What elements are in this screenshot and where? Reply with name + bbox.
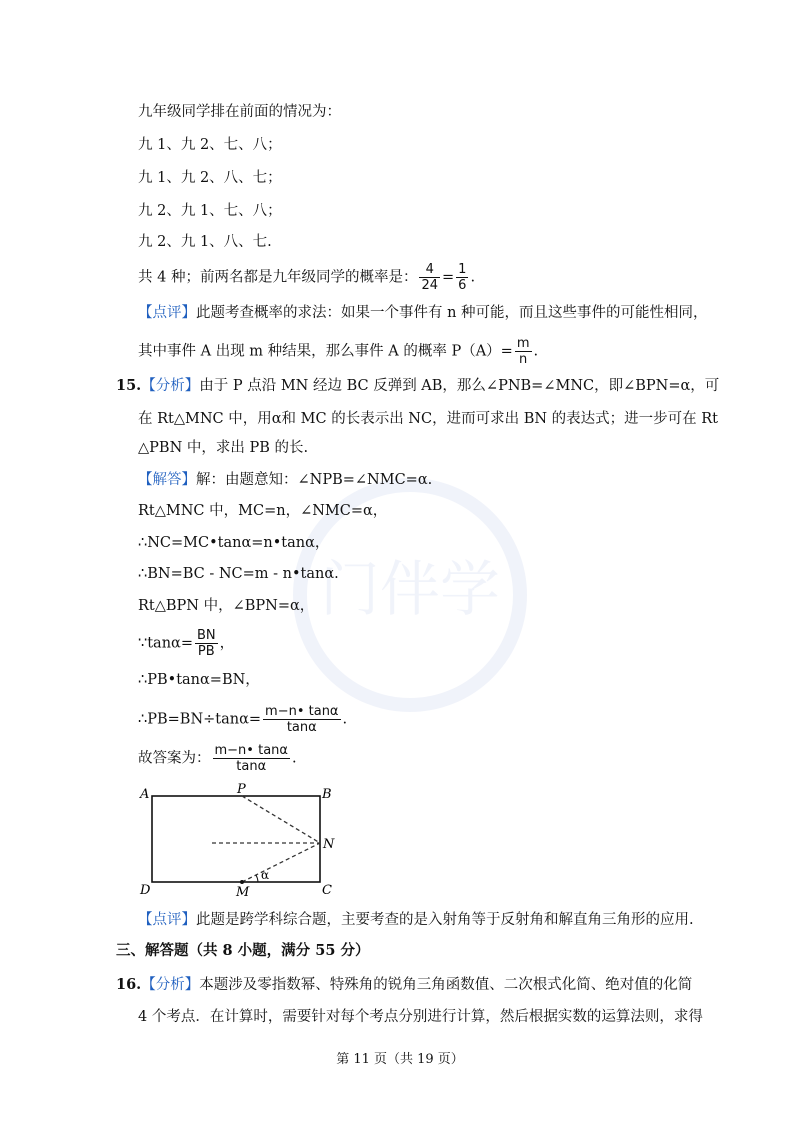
angle-arc (256, 875, 258, 882)
label-alpha: α (261, 868, 270, 882)
label-c: C (322, 883, 332, 898)
label-d: D (140, 883, 151, 898)
text-line: ∴PB•tanα=BN， (138, 672, 260, 688)
text-line: Rt△BPN 中，∠BPN=α， (138, 598, 315, 614)
fraction-4-24: $\frac{4}{24}$ (421, 262, 438, 293)
probability-line: 共 4 种；前两名都是九年级同学的概率是： $\frac{4}{24}$ = $\frac{1}{6}$ . (138, 262, 476, 293)
fraction-m-n: $\frac{m}{n}$ (516, 336, 530, 367)
text-line: 九 1、九 2、七、八； (138, 137, 282, 153)
svg-text:门伴学: 门伴学 (320, 555, 500, 625)
page-footer: 第 11 页（共 19 页） (336, 1052, 464, 1067)
final-answer-line: 故答案为： $\frac{m-n• \tan\alpha}{\tan\alpha}$ . (138, 743, 297, 774)
text-line: 在 Rt△MNC 中，用α和 MC 的长表示出 NC，进而可求出 BN 的表达式；进一步可在 Rt (138, 411, 718, 427)
section-heading: 三、解答题（共 8 小题，满分 55 分） (116, 942, 370, 959)
q16-analysis: 16.【分析】本题涉及零指数幂、特殊角的锐角三角函数值、二次根式化简、绝对值的化简 (116, 976, 693, 993)
text-line: 九 2、九 1、七、八； (138, 203, 282, 219)
label-m: M (236, 885, 250, 898)
comment-line: 【点评】此题是跨学科综合题，主要考查的是入射角等于反射角和解直角三角形的应用. (138, 912, 694, 928)
point-m (240, 880, 244, 884)
rectangle-figure (130, 782, 360, 898)
label-b: B (322, 787, 332, 802)
text-line: 九年级同学排在前面的情况为： (138, 104, 341, 120)
text-line: 九 2、九 1、八、七. (138, 234, 272, 250)
rectangle-abcd (152, 796, 320, 882)
text-line: ∴BN=BC - NC=m - n•tanα. (138, 566, 339, 582)
comment-line-2: 其中事件 A 出现 m 种结果，那么事件 A 的概率 P（A）= $\frac{m}{n}$ . (138, 336, 539, 367)
fraction-1-6: $\frac{1}{6}$ (458, 262, 467, 293)
label-p: P (237, 782, 246, 797)
text-line: ∴NC=MC•tanα=n•tanα， (138, 535, 330, 551)
fraction-answer: $\frac{m-n• \tan\alpha}{\tan\alpha}$ (214, 743, 288, 774)
text-line: △PBN 中，求出 PB 的长. (138, 440, 309, 456)
comment-line: 【点评】此题考查概率的求法：如果一个事件有 n 种可能，而且这些事件的可能性相同， (138, 305, 708, 321)
answer-line: 【解答】解：由题意知：∠NPB=∠NMC=α. (138, 472, 433, 488)
line-mn (242, 843, 320, 882)
label-n: N (323, 837, 335, 852)
line-pn (242, 796, 320, 843)
pb-line: ∴PB=BN÷tanα= $\frac{m-n• \tan\alpha}{\tan\alpha}$ . (138, 704, 348, 735)
comment-tag: 【点评】 (138, 305, 196, 321)
fraction-pb: $\frac{m-n• \tan\alpha}{\tan\alpha}$ (265, 704, 339, 735)
label-a: A (140, 787, 150, 802)
tan-line: ∵tanα= $\frac{BN}{PB}$ ， (138, 628, 235, 659)
text-line: Rt△MNC 中，MC=n，∠NMC=α， (138, 503, 388, 519)
q15-analysis: 15.【分析】由于 P 点沿 MN 经边 BC 反弹到 AB，那么∠PNB=∠MNC，即∠BPN=α，可 (116, 377, 720, 394)
text-line: 4 个考点．在计算时，需要针对每个考点分别进行计算，然后根据实数的运算法则，求得 (138, 1009, 703, 1025)
fraction-bn-pb: $\frac{BN}{PB}$ (196, 628, 216, 659)
text-line: 九 1、九 2、八、七； (138, 170, 282, 186)
